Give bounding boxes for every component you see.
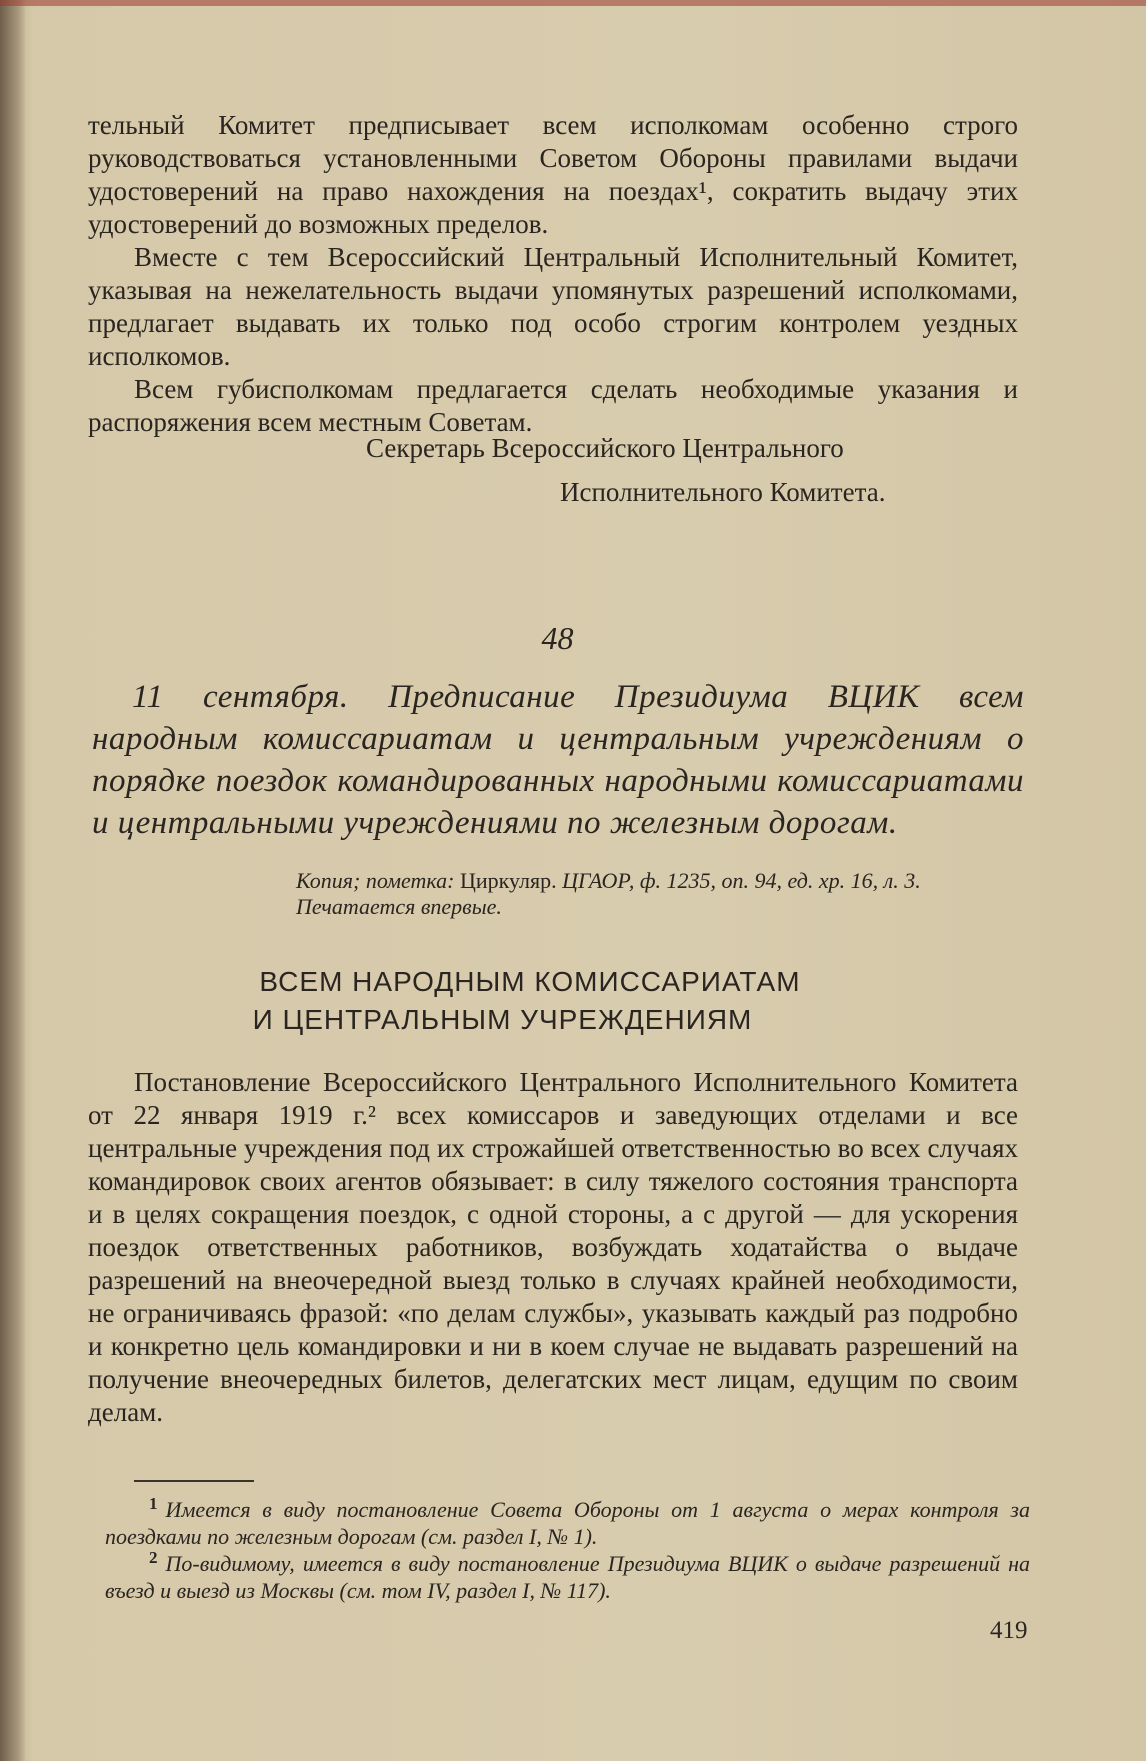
paragraph-2: Вместе с тем Всероссийский Центральный Исполнительный Комитет, указывая на нежелательность выдачи упомянутых разрешений исполкомами, предлагает выдавать их только под особо строгим контролем уездных исполкомов. bbox=[88, 242, 1018, 371]
source-type: Циркуляр. bbox=[459, 868, 557, 893]
footnotes bbox=[105, 1493, 1030, 1604]
heading-text: 11 сентября. Предписание Президиума ВЦИК всем народным комиссариатам и центральным учреждениям о порядке поездок командированных народными комиссариатами и центральными учреждениями по железным дорогам. bbox=[92, 679, 1024, 841]
signature-line-1: Секретарь Всероссийского Центрального bbox=[366, 433, 844, 463]
source-note: Печатается впервые. bbox=[296, 894, 502, 919]
page-top-edge bbox=[0, 0, 1146, 6]
document-heading bbox=[92, 676, 1024, 844]
footnote-rule bbox=[134, 1480, 254, 1482]
footnote-2: $^2$ По-видимому, имеется в виду постановление Президиума ВЦИК о выдаче разрешений на въезд и выезд из Москвы (см. том IV, раздел I, № 117). bbox=[105, 1547, 1030, 1603]
page-number: 419 bbox=[990, 1617, 1028, 1644]
address-title-line-2: И ЦЕНТРАЛЬНЫМ УЧРЕЖДЕНИЯМ bbox=[252, 1004, 753, 1035]
archive-source bbox=[240, 867, 1024, 920]
address-title-line-1: ВСЕМ НАРОДНЫМ КОМИССАРИАТАМ bbox=[259, 966, 801, 997]
document-body bbox=[88, 1066, 1018, 1429]
paragraph-1: тельный Комитет предписывает всем исполкомам особенно строго руководствоваться установленными Советом Обороны правилами выдачи удостоверений на право нахождения на поездах¹, сократить выдачу этих удостоверений до возможных пределов. bbox=[88, 110, 1018, 239]
signature-line-2: Исполнительного Комитета. bbox=[560, 477, 886, 507]
footnote-1: $^1$ Имеется в виду постановление Совета Обороны от 1 августа о мерах контроля за поездками по железным дорогам (см. раздел I, № 1). bbox=[105, 1493, 1030, 1549]
source-line bbox=[240, 867, 1024, 894]
book-binding bbox=[0, 0, 26, 1761]
paragraph-3: Всем губисполкомам предлагается сделать необходимые указания и распоряжения всем местным Советам. bbox=[88, 374, 1018, 437]
document-heading-text bbox=[92, 676, 1024, 844]
document-number: 48 bbox=[541, 620, 574, 656]
body-paragraph: Постановление Всероссийского Центрального Исполнительного Комитета от 22 января 1919 г.² всех комиссаров и заведующих отделами и все центральные учреждения под их строжайшей ответственностью во всех случаях командировок своих агентов обязывает: в силу тяжелого состояния транспорта и в целях сокращения поездок, с одной стороны, а с другой — для ускорения поездок ответственных работников, возбуждать ходатайства о выдаче разрешений на внеочередной выезд только в случаях крайней необходимости, не ограничиваясь фразой: «по делам службы», указывать каждый раз подробно и конкретно цель командировки и ни в коем случае не выдавать разрешений на получение внеочередных билетов, делегатских мест лицам, едущим по своим делам. bbox=[88, 1067, 1018, 1427]
previous-document-body bbox=[88, 109, 1018, 439]
source-reference: ЦГАОР, ф. 1235, оп. 94, ед. хр. 16, л. 3. bbox=[562, 868, 921, 893]
source-label: Копия; пометка: bbox=[296, 868, 455, 893]
